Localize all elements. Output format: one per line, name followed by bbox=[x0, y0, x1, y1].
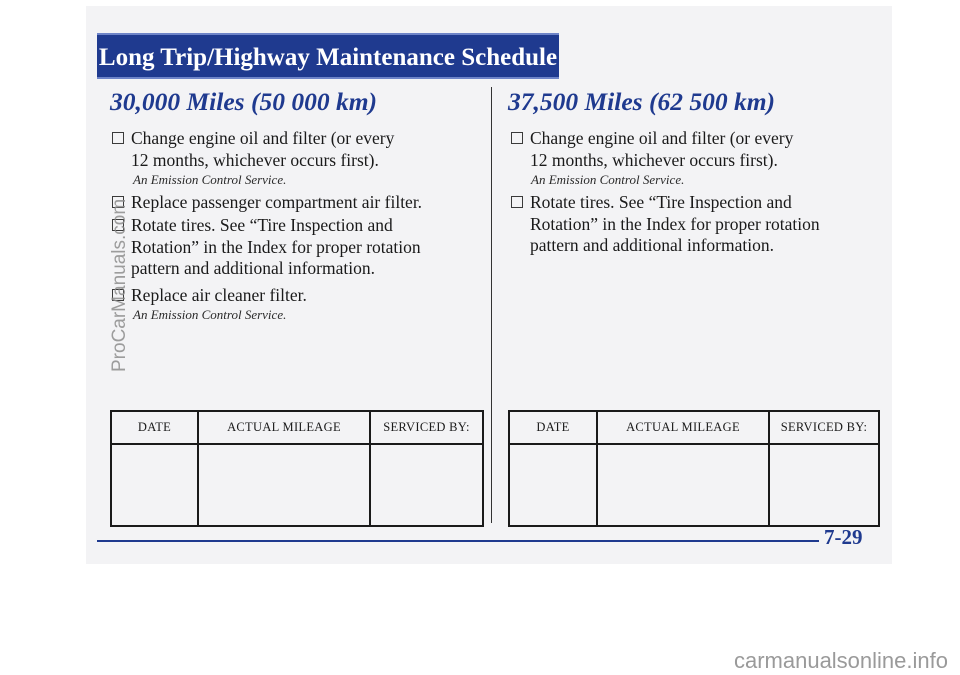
mileage-header: ACTUAL MILEAGE bbox=[597, 411, 769, 444]
item-line: Change engine oil and filter (or every bbox=[530, 128, 794, 148]
checkbox-icon[interactable] bbox=[511, 132, 523, 144]
watermark-text: ProCarManuals.com bbox=[109, 198, 130, 372]
page-number: 7-29 bbox=[824, 525, 863, 549]
section-banner: Long Trip/Highway Maintenance Schedule bbox=[97, 33, 559, 79]
item-line: 12 months, whichever occurs first). bbox=[131, 149, 379, 170]
checkbox-icon[interactable] bbox=[112, 132, 124, 144]
checkbox-icon[interactable] bbox=[511, 196, 523, 208]
mileage-cell[interactable] bbox=[198, 444, 370, 526]
item-line: Replace passenger compartment air filter. bbox=[131, 192, 423, 212]
item-line: pattern and additional information. bbox=[131, 258, 375, 278]
mileage-cell[interactable] bbox=[597, 444, 769, 526]
date-cell[interactable] bbox=[509, 444, 597, 526]
serviced-by-header: SERVICED BY: bbox=[769, 411, 879, 444]
emission-note: An Emission Control Service. bbox=[133, 172, 287, 187]
item-line: Rotation” in the Index for proper rotation bbox=[530, 213, 820, 234]
service-record-table bbox=[508, 410, 880, 527]
emission-note: An Emission Control Service. bbox=[133, 307, 287, 322]
date-header: DATE bbox=[111, 411, 198, 444]
service-record-table bbox=[110, 410, 484, 527]
item-line: Rotate tires. See “Tire Inspection and bbox=[131, 215, 393, 235]
site-footer-link[interactable]: carmanualsonline.info bbox=[733, 648, 948, 673]
column-divider bbox=[491, 87, 492, 523]
item-line: Replace air cleaner filter. bbox=[131, 285, 307, 305]
serviced-by-cell[interactable] bbox=[370, 444, 483, 526]
date-cell[interactable] bbox=[111, 444, 198, 526]
left-heading: 30,000 Miles (50 000 km) bbox=[110, 87, 378, 116]
mileage-header: ACTUAL MILEAGE bbox=[198, 411, 370, 444]
footer-rule bbox=[97, 540, 819, 542]
item-line: 12 months, whichever occurs first). bbox=[530, 149, 778, 170]
item-line: Rotation” in the Index for proper rotation bbox=[131, 236, 421, 257]
date-header: DATE bbox=[509, 411, 597, 444]
item-line: Change engine oil and filter (or every bbox=[131, 128, 395, 148]
emission-note: An Emission Control Service. bbox=[531, 172, 685, 187]
serviced-by-header: SERVICED BY: bbox=[370, 411, 483, 444]
serviced-by-cell[interactable] bbox=[769, 444, 879, 526]
item-line: Rotate tires. See “Tire Inspection and bbox=[530, 192, 792, 212]
right-heading: 37,500 Miles (62 500 km) bbox=[508, 87, 776, 116]
item-line: pattern and additional information. bbox=[530, 235, 774, 255]
